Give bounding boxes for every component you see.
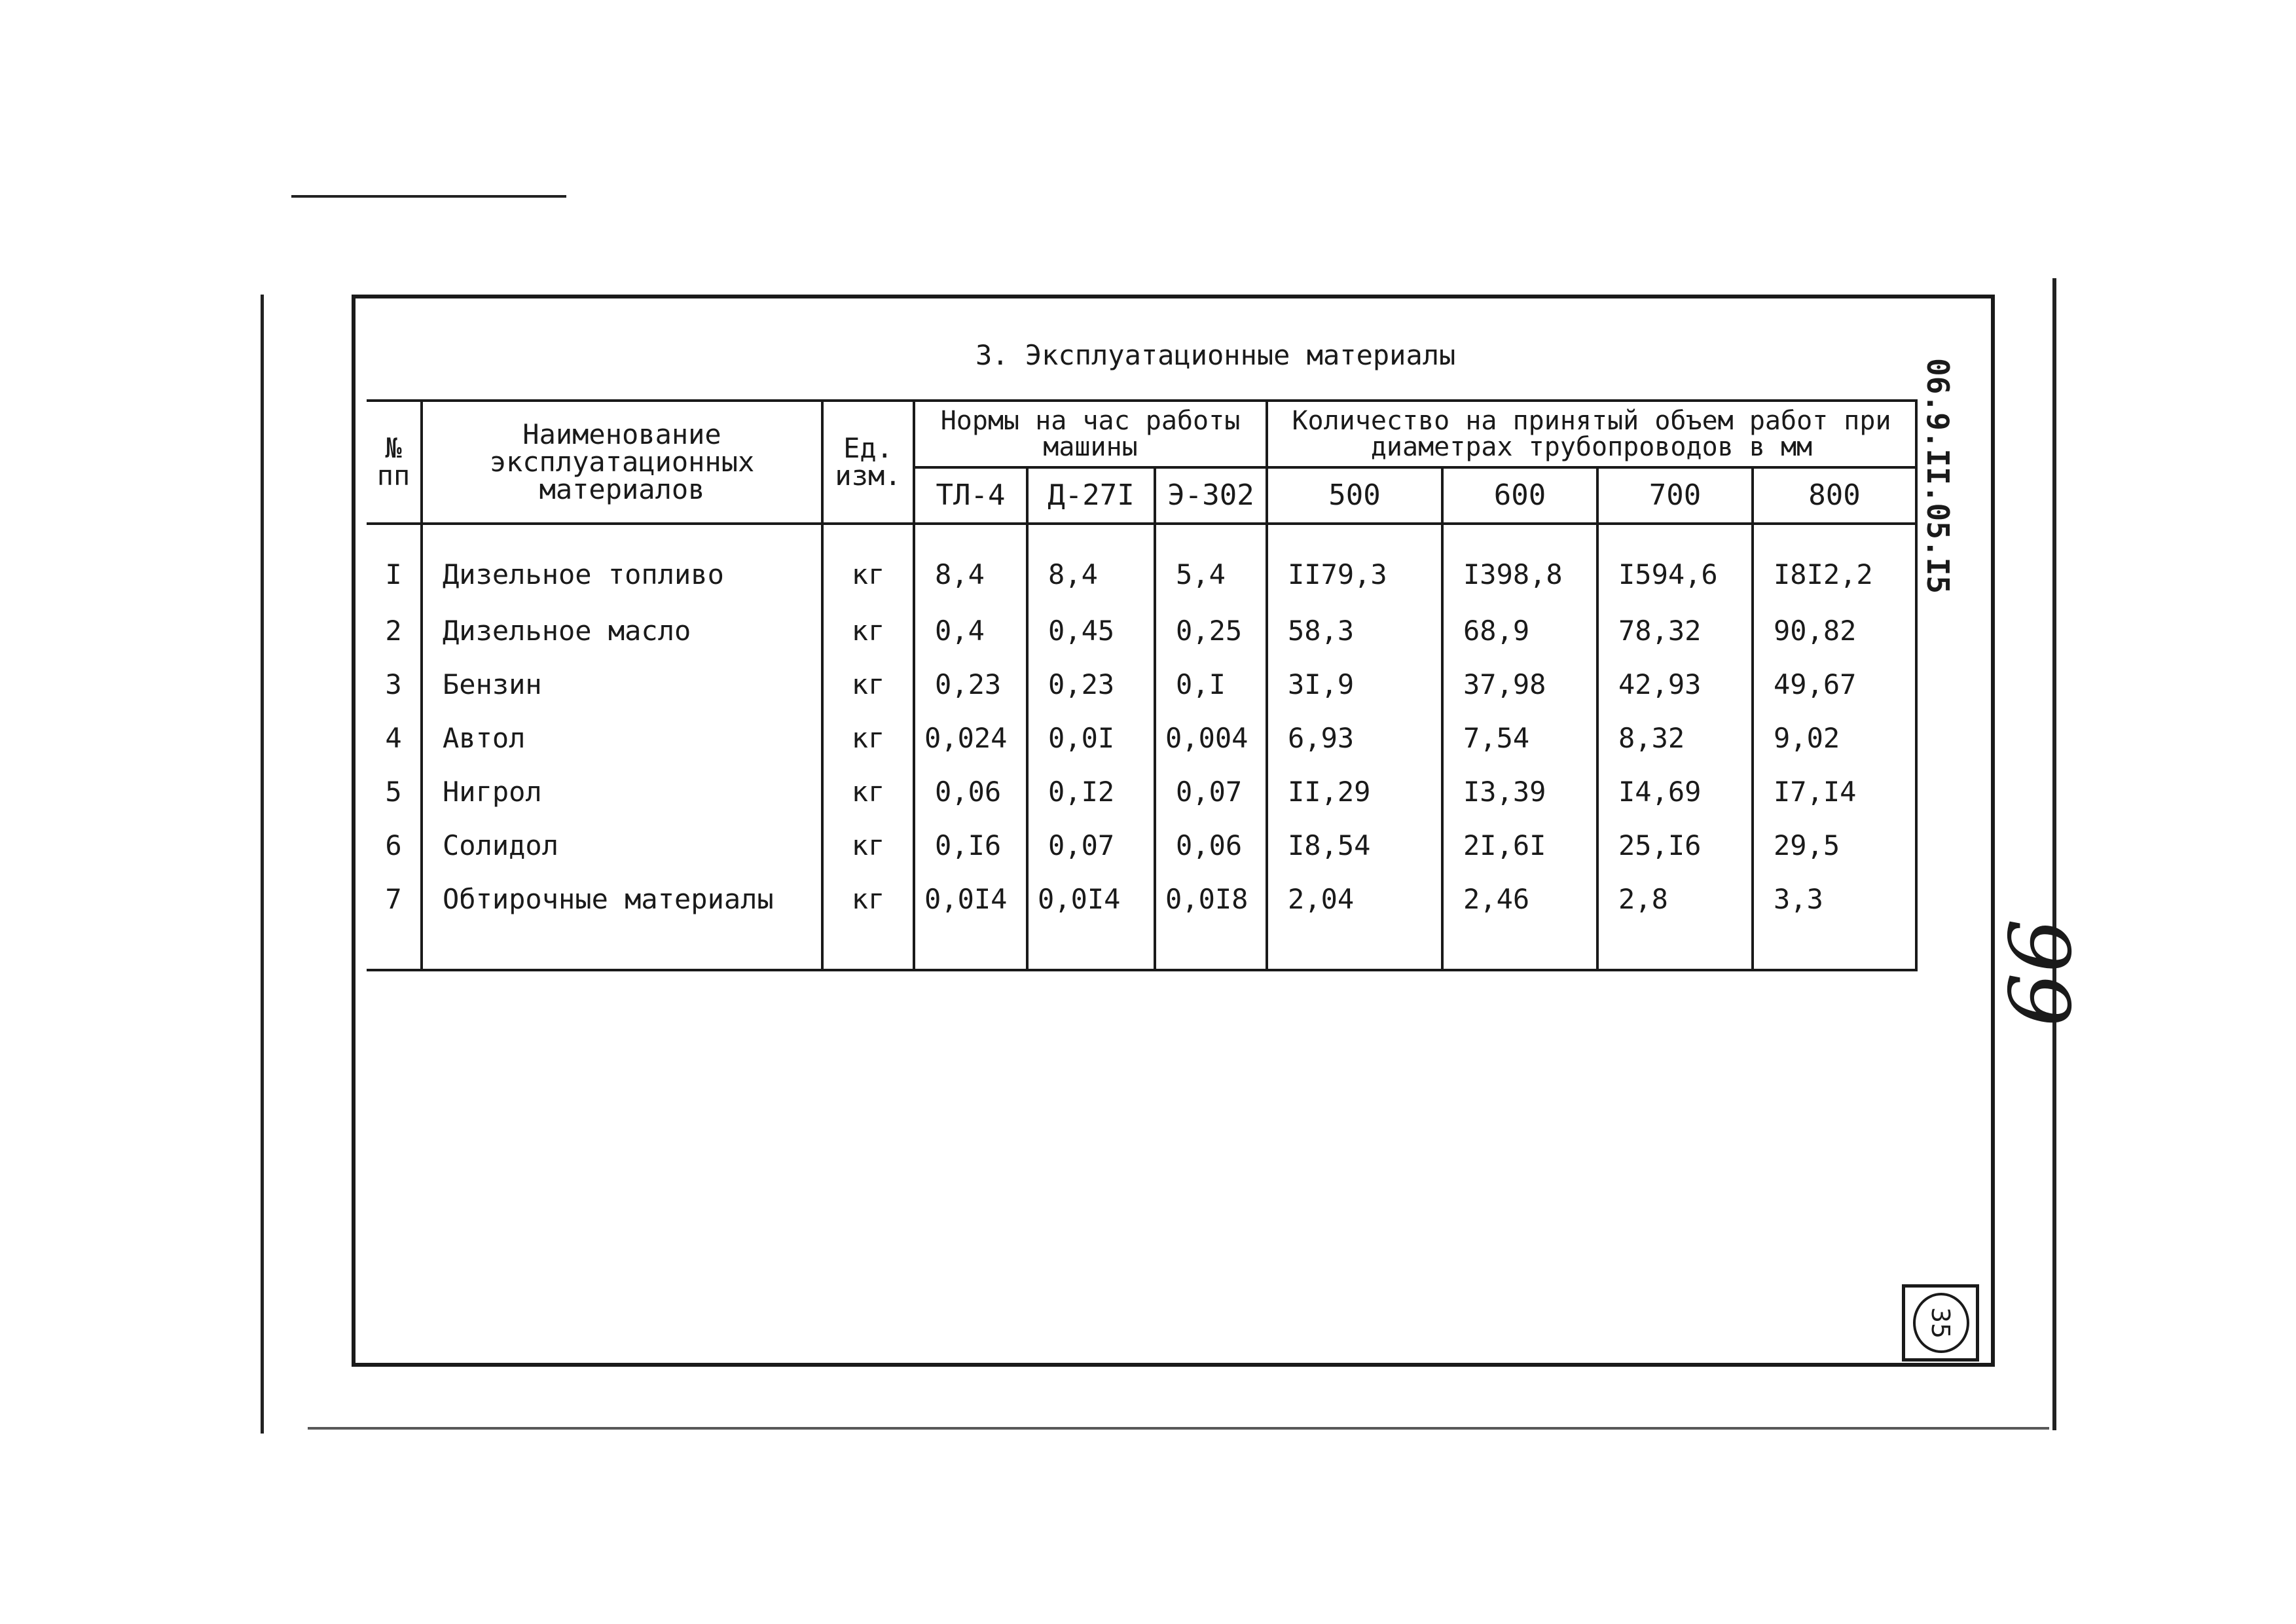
row-value: 3I,9 (1267, 657, 1442, 711)
row-value: 2,46 (1442, 872, 1597, 926)
row-num: I (367, 524, 422, 604)
table-row (367, 657, 1916, 711)
table-row-spacer (367, 926, 1916, 970)
row-num: 6 (367, 818, 422, 872)
header-diameter: 700 (1597, 467, 1753, 524)
row-value: 37,98 (1442, 657, 1597, 711)
row-value: 49,67 (1753, 657, 1916, 711)
row-unit: кг (822, 818, 914, 872)
row-num: 4 (367, 711, 422, 765)
row-value: 68,9 (1442, 604, 1597, 657)
header-diameter: 800 (1753, 467, 1916, 524)
row-name: Солидол (422, 818, 822, 872)
table-row (367, 872, 1916, 926)
row-unit: кг (822, 524, 914, 604)
header-quantity-group: Количество на принятый объем работ при диаметрах трубопроводов в мм (1267, 401, 1916, 467)
row-value: 29,5 (1753, 818, 1916, 872)
row-unit: кг (822, 604, 914, 657)
right-outer-line (2052, 278, 2056, 1430)
row-value: I8,54 (1267, 818, 1442, 872)
top-margin-line (291, 195, 566, 198)
row-name: Нигрол (422, 765, 822, 818)
header-diameter: 500 (1267, 467, 1442, 524)
section-title: 3. Эксплуатационные материалы (975, 339, 1456, 371)
row-value: 0,07 (1027, 818, 1155, 872)
table-row (367, 604, 1916, 657)
table-row (367, 524, 1916, 604)
row-unit: кг (822, 872, 914, 926)
row-num: 5 (367, 765, 422, 818)
table-row (367, 765, 1916, 818)
row-num: 2 (367, 604, 422, 657)
header-norms-group: Нормы на час работы машины (914, 401, 1267, 467)
row-value: 0,004 (1155, 711, 1267, 765)
row-value: 0,07 (1155, 765, 1267, 818)
row-value: 0,23 (1027, 657, 1155, 711)
row-value: 0,0I4 (914, 872, 1027, 926)
bottom-outer-line (308, 1427, 2049, 1430)
row-value: 9,02 (1753, 711, 1916, 765)
row-unit: кг (822, 657, 914, 711)
row-value: 8,4 (1027, 524, 1155, 604)
row-name: Дизельное топливо (422, 524, 822, 604)
materials-table (367, 399, 1918, 971)
header-machine: Э-302 (1155, 467, 1267, 524)
row-value: 8,4 (914, 524, 1027, 604)
table-row (367, 711, 1916, 765)
row-value: II,29 (1267, 765, 1442, 818)
row-value: II79,3 (1267, 524, 1442, 604)
row-value: 5,4 (1155, 524, 1267, 604)
row-name: Бензин (422, 657, 822, 711)
header-unit: Ед. изм. (822, 401, 914, 524)
row-value: 78,32 (1597, 604, 1753, 657)
row-unit: кг (822, 711, 914, 765)
row-value: 0,024 (914, 711, 1027, 765)
row-value: 0,I2 (1027, 765, 1155, 818)
row-value: I3,39 (1442, 765, 1597, 818)
row-value: I7,I4 (1753, 765, 1916, 818)
header-machine: ТЛ-4 (914, 467, 1027, 524)
row-value: 8,32 (1597, 711, 1753, 765)
row-value: 2,04 (1267, 872, 1442, 926)
row-name: Дизельное масло (422, 604, 822, 657)
page-number: 35 (1926, 1307, 1955, 1339)
row-value: I8I2,2 (1753, 524, 1916, 604)
row-value: 0,0I4 (1027, 872, 1155, 926)
row-value: 0,06 (914, 765, 1027, 818)
header-row-top (367, 401, 1916, 467)
handwritten-sheet-number: 99 (1988, 918, 2088, 1027)
row-value: I4,69 (1597, 765, 1753, 818)
page-number-stamp (1902, 1284, 1979, 1362)
row-value: 0,0I (1027, 711, 1155, 765)
row-value: 90,82 (1753, 604, 1916, 657)
header-name: Наименование эксплуатационных материалов (422, 401, 822, 524)
left-outer-line (261, 295, 264, 1434)
row-value: 0,4 (914, 604, 1027, 657)
row-value: I594,6 (1597, 524, 1753, 604)
row-value: 0,23 (914, 657, 1027, 711)
row-value: 42,93 (1597, 657, 1753, 711)
row-value: 2I,6I (1442, 818, 1597, 872)
table-row (367, 818, 1916, 872)
row-value: 0,06 (1155, 818, 1267, 872)
row-value: 0,0I8 (1155, 872, 1267, 926)
row-value: 0,I6 (914, 818, 1027, 872)
row-value: 0,45 (1027, 604, 1155, 657)
row-name: Обтирочные материалы (422, 872, 822, 926)
row-num: 7 (367, 872, 422, 926)
document-code: 06.9.II.05.I5 (1920, 357, 1956, 594)
header-machine: Д-27I (1027, 467, 1155, 524)
row-value: 2,8 (1597, 872, 1753, 926)
row-value: 25,I6 (1597, 818, 1753, 872)
row-name: Автол (422, 711, 822, 765)
row-value: 0,I (1155, 657, 1267, 711)
row-unit: кг (822, 765, 914, 818)
header-num: № пп (367, 401, 422, 524)
row-value: 7,54 (1442, 711, 1597, 765)
row-value: 3,3 (1753, 872, 1916, 926)
row-value: 6,93 (1267, 711, 1442, 765)
row-num: 3 (367, 657, 422, 711)
row-value: 58,3 (1267, 604, 1442, 657)
row-value: I398,8 (1442, 524, 1597, 604)
header-diameter: 600 (1442, 467, 1597, 524)
row-value: 0,25 (1155, 604, 1267, 657)
